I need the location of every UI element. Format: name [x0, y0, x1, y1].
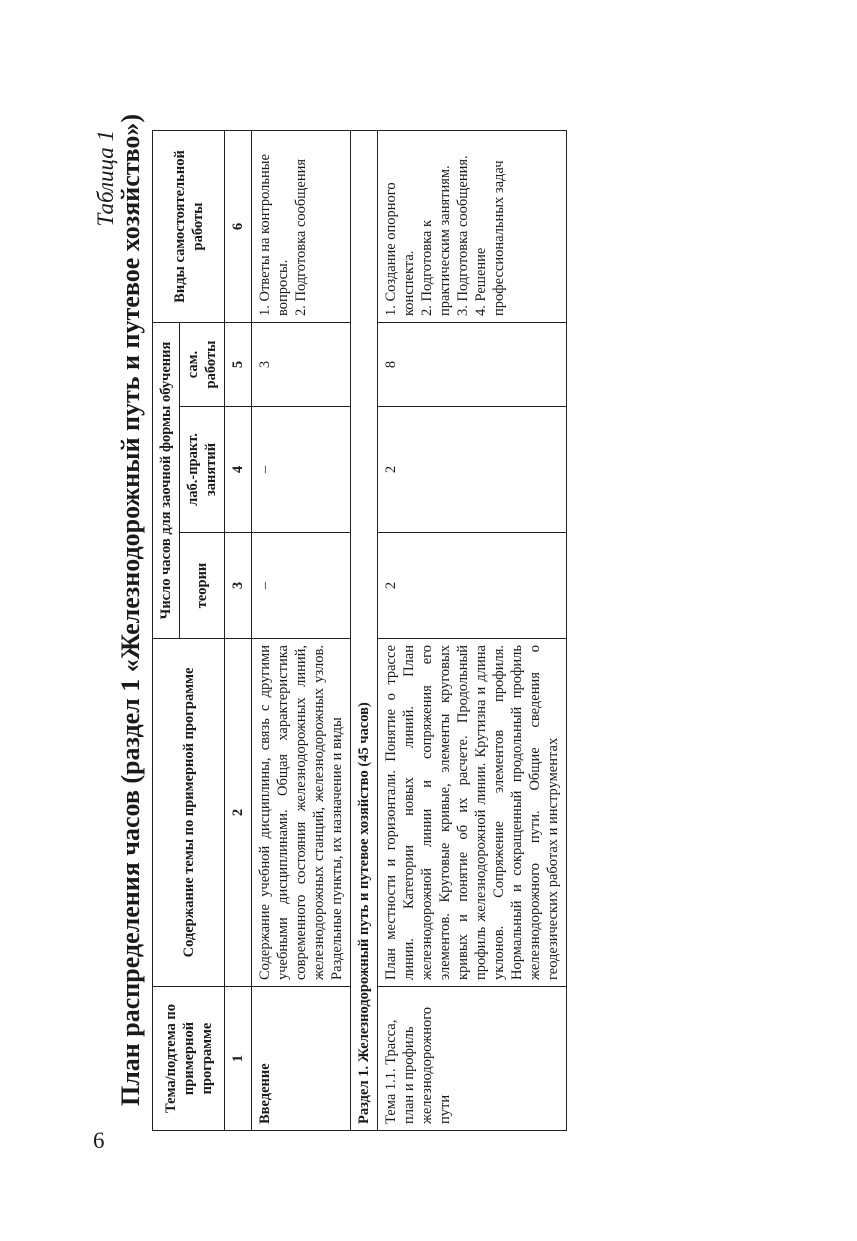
row-lab-hours: 2 — [378, 407, 567, 533]
row-topic: Введение — [252, 987, 351, 1131]
column-number: 6 — [225, 131, 252, 323]
header-theory: теории — [180, 533, 225, 639]
header-row — [153, 131, 180, 1131]
row-self-work: 1. Ответы на контрольные вопросы. 2. Подготовка сообщения — [252, 131, 351, 323]
page-number: 6 — [93, 1128, 105, 1153]
section-title: Раздел 1. Железнодорожный путь и путевое хозяйство (45 часов) — [351, 131, 378, 1131]
table-row — [378, 131, 567, 1131]
header-topic: Тема/подтема по примерной программе — [153, 987, 225, 1131]
header-self: сам. работы — [180, 323, 225, 407]
column-number: 4 — [225, 407, 252, 533]
row-self-hours: 3 — [252, 323, 351, 407]
table-row — [252, 131, 351, 1131]
row-self-hours: 8 — [378, 323, 567, 407]
row-content: План местности и горизонтали. Понятие о трассе линии. Категории новых линий. План железнодорожной линии и сопряжения его элементов. Круговые кривые, элементы круговых кривых и понятие об их расчете. Продольный профиль железнодорожной линии. Крутизна и длина уклонов. Сопряжение элементов профиля. Нормальный и сокращенный продольный профиль железнодорожного пути. Общие сведения о геодезических работах и инструментах — [378, 639, 567, 987]
column-number-row — [225, 131, 252, 1131]
row-content: Содержание учебной дисциплины, связь с другими учебными дисциплинами. Общая характеристика современного состояния железнодорожных линий, железнодорожных станций, железнодорожных узлов. Раздельные пункты, их назначение и виды — [252, 639, 351, 987]
column-number: 2 — [225, 639, 252, 987]
header-hours-group: Число часов для заочной формы обучения — [153, 323, 180, 639]
section-row — [351, 131, 378, 1131]
table-title: План распределения часов (раздел 1 «Железнодорожный путь и путевое хозяйство») — [116, 113, 145, 1106]
header-content: Содержание темы по примерной программе — [153, 639, 225, 987]
header-lab: лаб.-практ. занятий — [180, 407, 225, 533]
row-self-work: 1. Создание опорного конспекта. 2. Подготовка к практическим занятиям. 3. Подготовка сообщения. 4. Решение профессиональных задач — [378, 131, 567, 323]
column-number: 1 — [225, 987, 252, 1131]
column-number: 5 — [225, 323, 252, 407]
table-caption: Таблица 1 — [93, 130, 118, 227]
hours-plan-table — [152, 130, 567, 1131]
row-theory-hours: 2 — [378, 533, 567, 639]
row-lab-hours: – — [252, 407, 351, 533]
row-theory-hours: – — [252, 533, 351, 639]
header-self-work: Виды самостоятельной работы — [153, 131, 225, 323]
column-number: 3 — [225, 533, 252, 639]
row-topic: Тема 1.1. Трасса, план и профиль железнодорожного пути — [378, 987, 567, 1131]
